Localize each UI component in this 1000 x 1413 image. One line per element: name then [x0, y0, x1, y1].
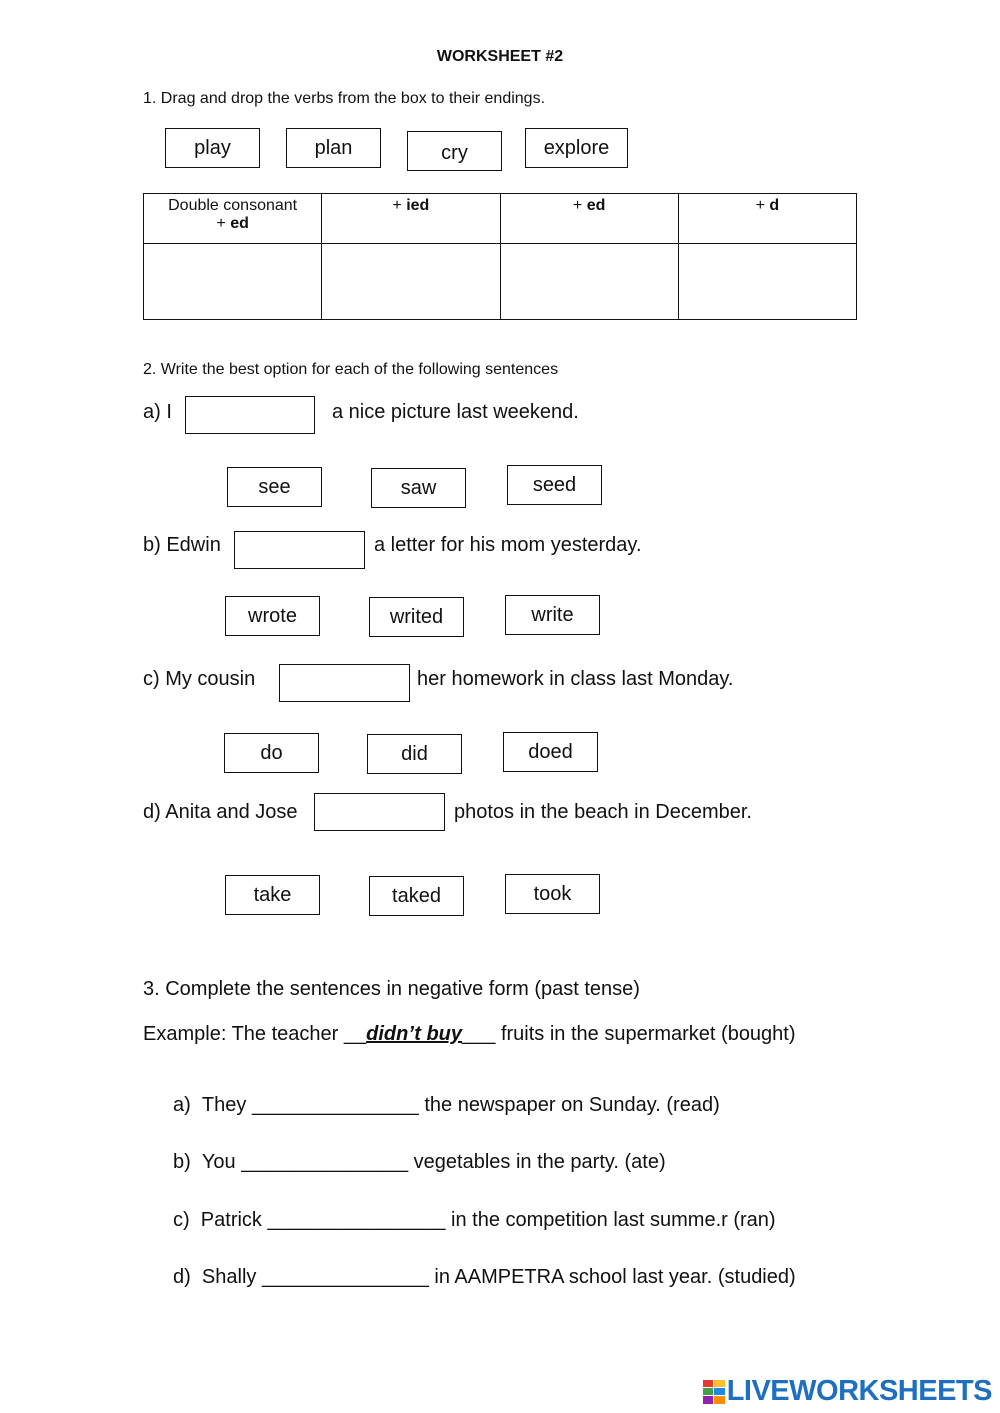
option-a-1[interactable]: see [227, 467, 322, 507]
item-label: c) [173, 1209, 190, 1231]
sentence-a-start: a) I [143, 401, 172, 423]
item-label: d) [173, 1266, 191, 1288]
header-prefix: + [755, 197, 770, 214]
sentence-a-end: a nice picture last weekend. [332, 401, 579, 423]
worksheet-title: WORKSHEET #2 [436, 48, 564, 65]
item-rest: in AAMPETRA school last year. (studied) [434, 1266, 796, 1288]
option-b-3[interactable]: write [505, 595, 600, 635]
verb-box-play[interactable]: play [165, 128, 260, 168]
liveworksheets-logo[interactable] [703, 1375, 992, 1408]
header-ending: ied [406, 197, 430, 214]
item-rest: vegetables in the party. (ate) [413, 1151, 666, 1173]
sentence-c-end: her homework in class last Monday. [417, 668, 734, 690]
header-ending: ed [230, 215, 249, 232]
item-subject: They [201, 1094, 247, 1116]
header-line1: Double consonant [168, 197, 298, 214]
sentence-d-start: d) Anita and Jose [143, 801, 298, 823]
item-rest: the newspaper on Sunday. (read) [424, 1094, 720, 1116]
sentence-d-end: photos in the beach in December. [454, 801, 752, 823]
item-rest: in the competition last summe.r (ran) [451, 1209, 776, 1231]
answer-blank-d[interactable]: _______________ [261, 1266, 429, 1288]
item-label: b) [173, 1151, 191, 1173]
option-a-3[interactable]: seed [507, 465, 602, 505]
option-c-3[interactable]: doed [503, 732, 598, 772]
negative-item-a [173, 1094, 720, 1117]
answer-field-b[interactable] [234, 531, 365, 569]
header-ending: d [769, 197, 780, 214]
option-c-1[interactable]: do [224, 733, 319, 773]
section2-instruction: 2. Write the best option for each of the following sentences [143, 361, 559, 378]
drop-zone-double-consonant[interactable] [144, 244, 322, 320]
answer-blank-a[interactable]: _______________ [251, 1094, 419, 1116]
header-d [678, 194, 856, 244]
answer-blank-c[interactable]: ________________ [267, 1209, 446, 1231]
header-double-consonant [144, 194, 322, 244]
example-start: Example: The teacher __ [143, 1023, 367, 1045]
option-a-2[interactable]: saw [371, 468, 466, 508]
logo-mark-icon [703, 1380, 725, 1404]
negative-item-c [173, 1209, 776, 1232]
drop-zone-ied[interactable] [322, 244, 500, 320]
option-b-2[interactable]: writed [369, 597, 464, 637]
header-ed [500, 194, 678, 244]
header-prefix: + [216, 215, 231, 232]
item-subject: You [201, 1151, 236, 1173]
option-c-2[interactable]: did [367, 734, 462, 774]
logo-text: LIVEWORKSHEETS [726, 1375, 992, 1407]
header-prefix: + [392, 197, 407, 214]
item-label: a) [173, 1094, 191, 1116]
header-ending: ed [586, 197, 606, 214]
sentence-b-start: b) Edwin [143, 534, 221, 556]
example-end: ___ fruits in the supermarket (bought) [462, 1023, 796, 1045]
endings-table [143, 193, 857, 320]
example-answer: didn’t buy [366, 1023, 463, 1045]
answer-field-a[interactable] [185, 396, 315, 434]
header-ied [322, 194, 500, 244]
verb-box-plan[interactable]: plan [286, 128, 381, 168]
sentence-b-end: a letter for his mom yesterday. [374, 534, 642, 556]
option-d-2[interactable]: taked [369, 876, 464, 916]
negative-item-b [173, 1151, 666, 1174]
answer-field-d[interactable] [314, 793, 445, 831]
option-d-1[interactable]: take [225, 875, 320, 915]
section3-instruction: 3. Complete the sentences in negative form (past tense) [143, 978, 640, 1000]
example-sentence [143, 1023, 796, 1046]
negative-item-d [173, 1266, 796, 1289]
header-prefix: + [572, 197, 587, 214]
option-d-3[interactable]: took [505, 874, 600, 914]
answer-field-c[interactable] [279, 664, 410, 702]
verb-box-cry[interactable]: cry [407, 131, 502, 171]
option-b-1[interactable]: wrote [225, 596, 320, 636]
answer-blank-b[interactable]: _______________ [241, 1151, 409, 1173]
item-subject: Patrick [200, 1209, 262, 1231]
sentence-c-start: c) My cousin [143, 668, 256, 690]
verb-box-explore[interactable]: explore [525, 128, 628, 168]
drop-zone-ed[interactable] [500, 244, 678, 320]
item-subject: Shally [201, 1266, 257, 1288]
drop-zone-d[interactable] [678, 244, 856, 320]
section1-instruction: 1. Drag and drop the verbs from the box to their endings. [143, 90, 546, 107]
